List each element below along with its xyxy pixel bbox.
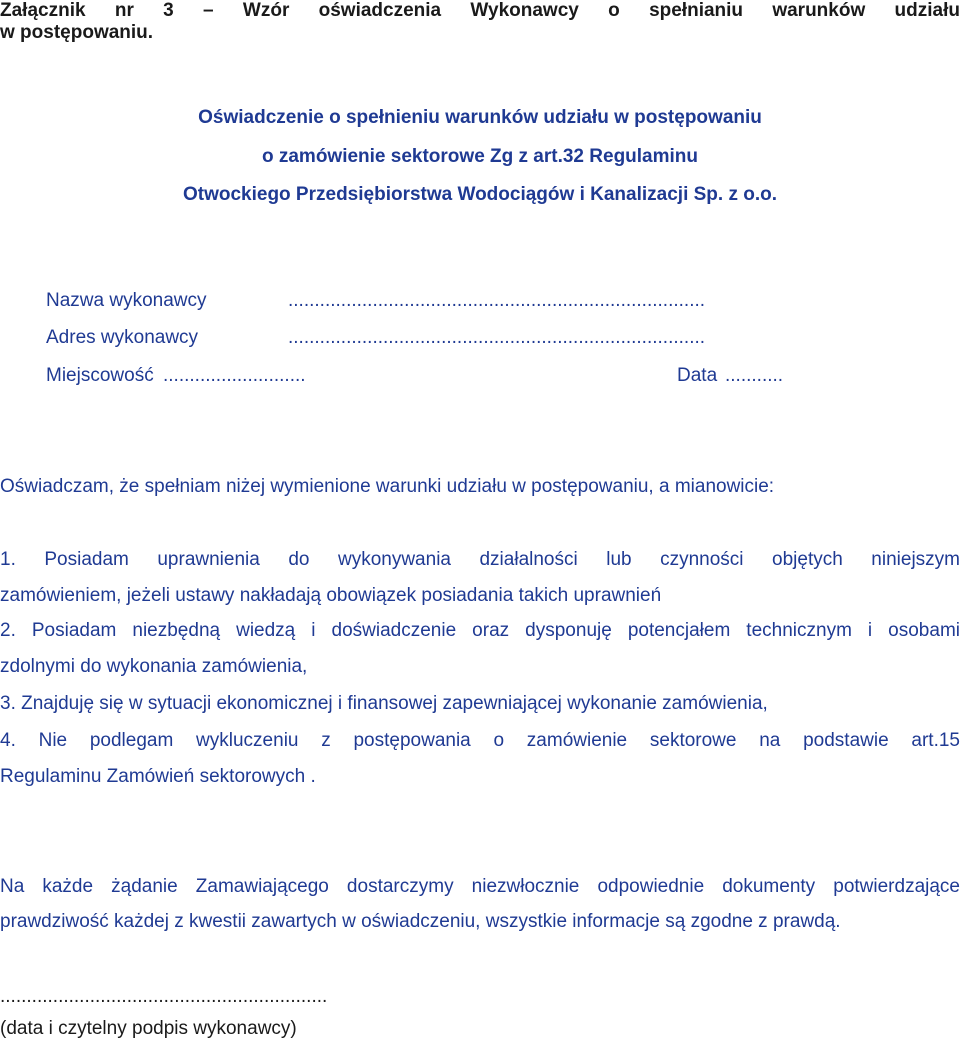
statement-line-1: Na każde żądanie Zamawiającego dostarczymy niezwłocznie odpowiednie dokumenty potwierdzające (0, 876, 960, 897)
declaration-text: Oświadczam, że spełniam niżej wymienione warunki udziału w postępowaniu, a mianowicie: (0, 476, 775, 497)
place-label: Miejscowość (46, 365, 154, 386)
list-item: 1. Posiadam uprawnienia do wykonywania działalności lub czynności objętych niniejszym (0, 549, 960, 570)
statement-line-2: prawdziwość każdej z kwestii zawartych w oświadczeniu, wszystkie informacje są zgodne z prawdą. (0, 911, 841, 932)
annex-title-line-2: w postępowaniu. (0, 22, 154, 43)
list-item: Regulaminu Zamówień sektorowych . (0, 766, 316, 787)
list-item: zamówieniem, jeżeli ustawy nakładają obowiązek posiadania takich uprawnień (0, 585, 662, 606)
signature-caption: (data i czytelny podpis wykonawcy) (0, 1018, 297, 1039)
list-item: 2. Posiadam niezbędną wiedzą i doświadczenie oraz dysponuję potencjałem technicznym i osobami (0, 620, 960, 641)
document-title-line-3: Otwockiego Przedsiębiorstwa Wodociągów i Kanalizacji Sp. z o.o. (182, 184, 778, 205)
list-item: 4. Nie podlegam wykluczeniu z postępowania o zamówienie sektorowe na podstawie art.15 (0, 730, 960, 751)
document-title-line-1: Oświadczenie o spełnieniu warunków udziału w postępowaniu (198, 107, 762, 128)
contractor-name-label: Nazwa wykonawcy (46, 290, 207, 311)
list-item: 3. Znajduję się w sytuacji ekonomicznej i finansowej zapewniającej wykonanie zamówienia, (0, 693, 768, 714)
contractor-name-value: ............................................................................... (288, 290, 706, 311)
document-title-line-2: o zamówienie sektorowe Zg z art.32 Regulaminu (261, 146, 699, 167)
list-item: zdolnymi do wykonania zamówienia, (0, 656, 308, 677)
annex-title-line-1: Załącznik nr 3 – Wzór oświadczenia Wykonawcy o spełnianiu warunków udziału (0, 0, 960, 21)
date-value: ........... (725, 365, 784, 386)
signature-line: .............................................................. (0, 986, 328, 1007)
contractor-address-label: Adres wykonawcy (46, 327, 199, 348)
date-label: Data (677, 365, 718, 386)
place-value: ........................... (163, 365, 306, 386)
contractor-address-value: ............................................................................... (288, 327, 706, 348)
